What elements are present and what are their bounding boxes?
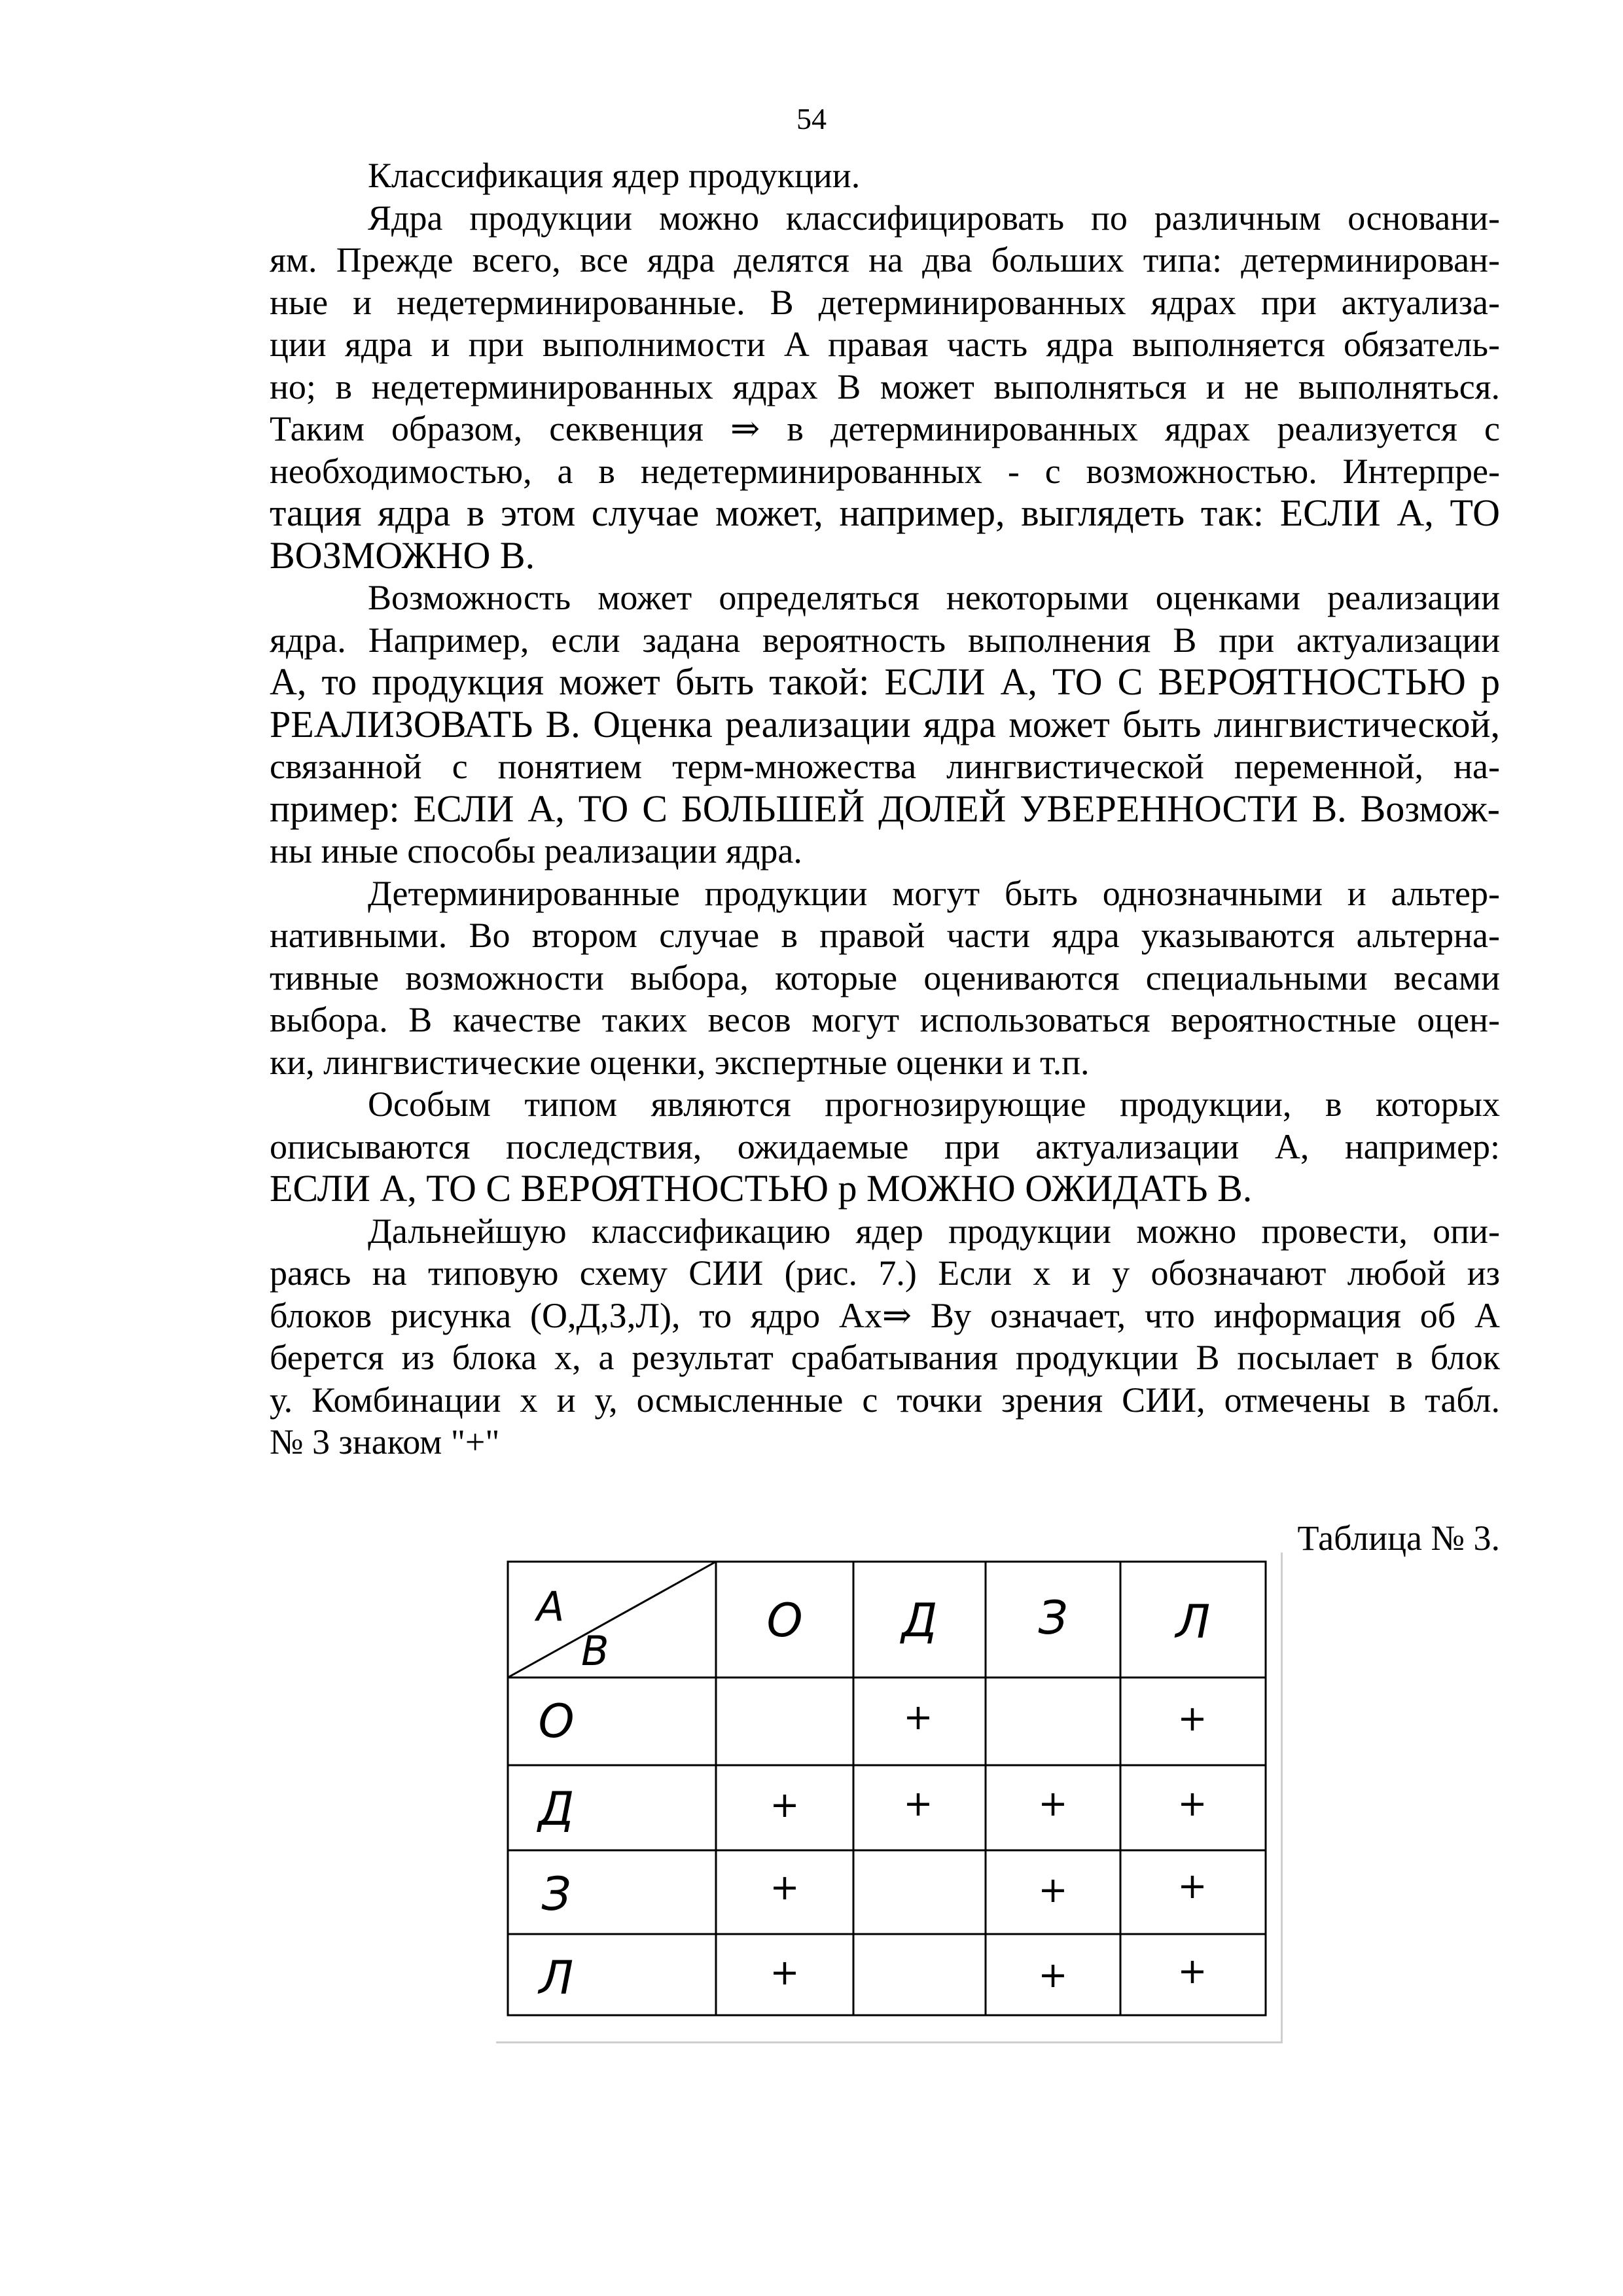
corner-label-a: А <box>537 1583 565 1630</box>
row-header: Д <box>538 1782 575 1836</box>
paragraph-5-line: у. Комбинации х и у, осмысленные с точки зрения СИИ, отмечены в табл. <box>270 1380 1500 1420</box>
row-header: О <box>538 1695 575 1748</box>
paragraph-1-line: тация ядра в этом случае может, например, выглядеть так: ЕСЛИ А, ТО <box>270 492 1500 534</box>
column-header: Д <box>901 1594 938 1647</box>
paragraph-1-line: но; в недетерминированных ядрах В может выполняться и не выполняться. <box>270 367 1500 406</box>
table-figure <box>496 1552 1283 2043</box>
paragraph-1-line: необходимостью, а в недетерминированных - с возможностью. Интерпре- <box>270 451 1500 491</box>
table-caption: Таблица № 3. <box>1297 1518 1500 1558</box>
paragraph-1-line: Таким образом, секвенция ⇒ в детерминированных ядрах реализуется с <box>270 409 1500 448</box>
paragraph-1-line: ВОЗМОЖНО В. <box>270 533 535 577</box>
paragraph-4-line: Особым типом являются прогнозирующие продукции, в которых <box>368 1085 1500 1124</box>
paragraph-3-line: Детерминированные продукции могут быть однозначными и альтер- <box>368 873 1500 913</box>
page-number: 54 <box>796 102 827 135</box>
paragraph-4-line: описываются последствия, ожидаемые при актуализации А, например: <box>270 1126 1500 1166</box>
table-cell: + <box>1038 1783 1068 1824</box>
body-text <box>270 154 1500 1463</box>
column-header: О <box>766 1594 803 1647</box>
paragraph-5-line: берется из блока х, а результат срабатывания продукции В посылает в блок <box>270 1338 1500 1377</box>
table-cell: + <box>1177 1698 1207 1739</box>
table-cell: + <box>770 1867 800 1908</box>
paragraph-5-line: Дальнейшую классификацию ядер продукции можно провести, опи- <box>368 1211 1500 1251</box>
column-header: Л <box>1175 1595 1211 1649</box>
table-cell: + <box>903 1783 933 1824</box>
paragraph-5-line: раясь на типовую схему СИИ (рис. 7.) Если х и у обозначают любой из <box>270 1253 1500 1293</box>
table-cell: + <box>1038 1869 1068 1910</box>
paragraph-2-line: А, то продукция может быть такой: ЕСЛИ А, ТО С ВЕРОЯТНОСТЬЮ р <box>270 660 1500 703</box>
paragraph-2-line: Возможность может определяться некоторыми оценками реализации <box>368 578 1500 617</box>
table-cell: + <box>1177 1950 1207 1992</box>
paragraph-5-line: № 3 знаком "+" <box>270 1422 500 1462</box>
paragraph-2-line: РЕАЛИЗОВАТЬ В. Оценка реализации ядра может быть лингвистической, <box>270 702 1500 745</box>
table-cell: + <box>1038 1954 1068 1996</box>
paragraph-1-line: ные и недетерминированные. В детерминированных ядрах при актуализа- <box>270 282 1500 322</box>
paragraph-2-line: ны иные способы реализации ядра. <box>270 831 802 870</box>
paragraph-1-line: Ядра продукции можно классифицировать по различным основани- <box>368 198 1500 238</box>
paragraph-2-line: пример: ЕСЛИ А, ТО С БОЛЬШЕЙ ДОЛЕЙ УВЕРЕННОСТИ В. Возмож- <box>270 787 1500 830</box>
paragraph-3-line: выбора. В качестве таких весов могут использоваться вероятностные оцен- <box>270 1000 1500 1039</box>
paragraph-4-line: ЕСЛИ А, ТО С ВЕРОЯТНОСТЬЮ р МОЖНО ОЖИДАТЬ В. <box>270 1167 1253 1210</box>
section-heading: Классификация ядер продукции. <box>368 156 861 195</box>
paragraph-1-line: ции ядра и при выполнимости А правая часть ядра выполняется обязатель- <box>270 325 1500 364</box>
table-cell: + <box>770 1952 800 1993</box>
paragraph-3-line: тивные возможности выбора, которые оцениваются специальными весами <box>270 958 1500 997</box>
column-header: З <box>1038 1591 1068 1645</box>
table-grid <box>508 1562 1266 2015</box>
paragraph-2-line: ядра. Например, если задана вероятность выполнения В при актуализации <box>270 620 1500 660</box>
paragraph-3-line: ки, лингвистические оценки, экспертные оценки и т.п. <box>270 1042 1090 1082</box>
table-drawing <box>496 1552 1283 2043</box>
paragraph-2-line: связанной с понятием терм-множества лингвистической переменной, на- <box>270 747 1500 786</box>
table-cell: + <box>1177 1865 1207 1907</box>
row-header: З <box>541 1867 571 1921</box>
row-header: Л <box>539 1951 574 2005</box>
table-cell: + <box>903 1696 933 1738</box>
corner-label-b: В <box>581 1627 609 1675</box>
paragraph-3-line: нативными. Во втором случае в правой части ядра указываются альтерна- <box>270 916 1500 955</box>
table-cell: + <box>1177 1783 1207 1824</box>
table-cell: + <box>770 1784 800 1825</box>
paragraph-1-line: ям. Прежде всего, все ядра делятся на два больших типа: детерминирован- <box>270 240 1500 279</box>
paragraph-5-line: блоков рисунка (О,Д,З,Л), то ядро Ах⇒ Ву означает, что информация об А <box>270 1295 1500 1335</box>
